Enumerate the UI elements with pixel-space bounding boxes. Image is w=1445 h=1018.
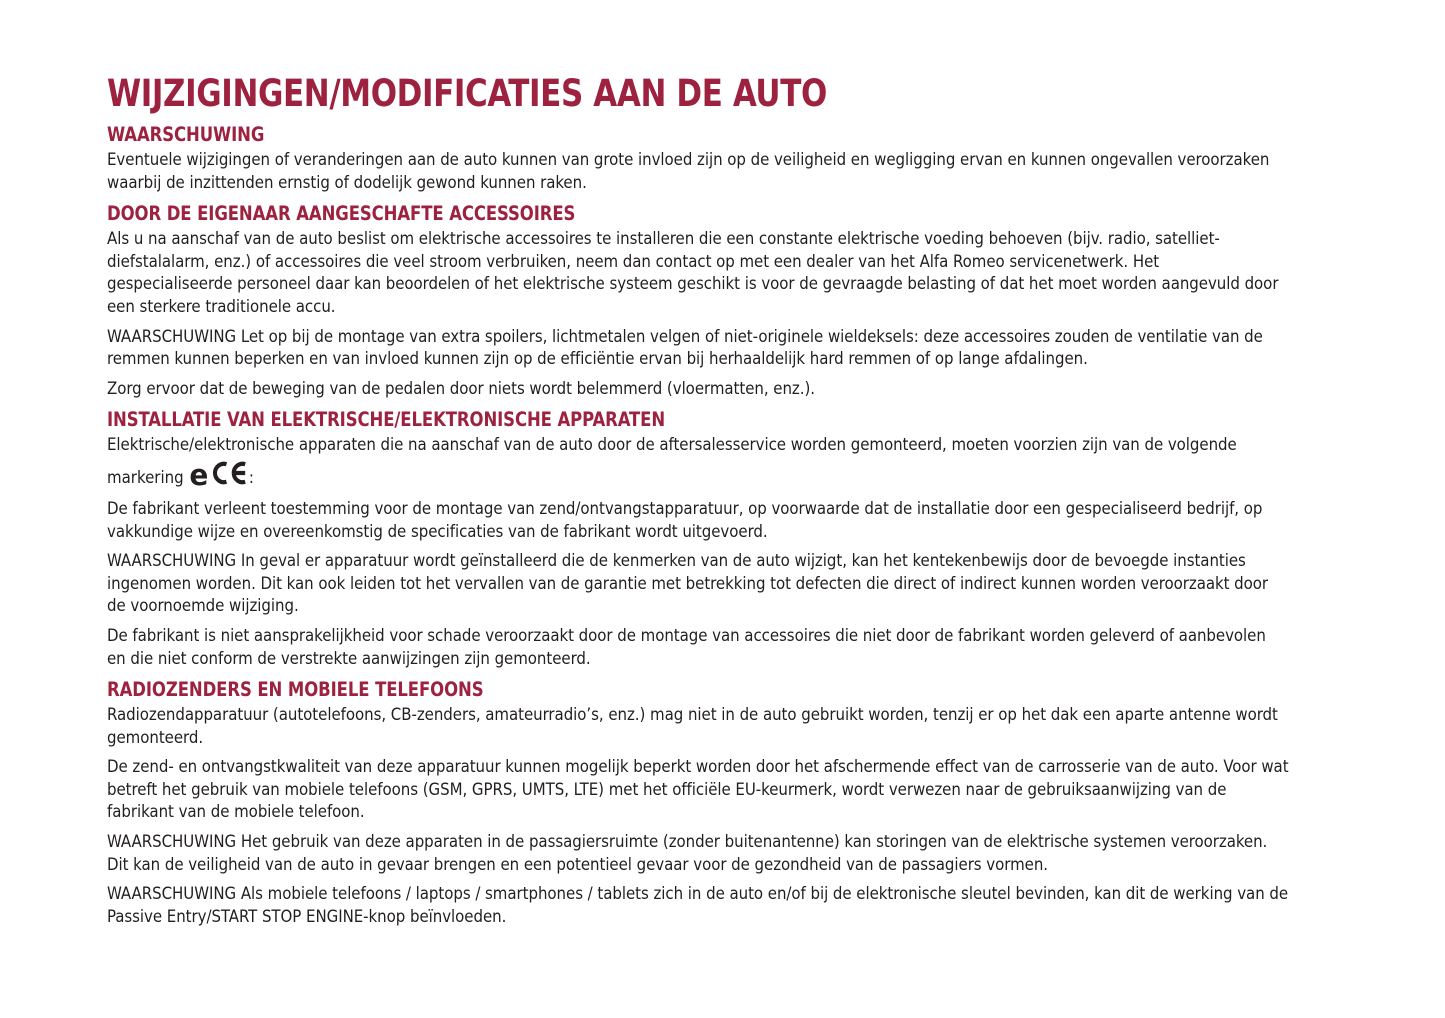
marking-colon: : [248, 467, 254, 488]
section-heading-installatie: INSTALLATIE VAN ELEKTRISCHE/ELEKTRONISCHE APPARATEN [107, 408, 666, 432]
paragraph-radio-1: Radiozendapparatuur (autotelefoons, CB-zenders, amateurradio’s, enz.) mag niet in de auto gebruikt worden, tenzij er op het dak een aparte antenne wordt gemonteerd. [107, 705, 1278, 748]
paragraph-installatie-3: WAARSCHUWING In geval er apparatuur wordt geïnstalleerd die de kenmerken van de auto wijzigt, kan het kentekenbewijs door de bevoegde instanties ingenomen worden. Dit kan ook leiden tot het vervallen van de garantie met betrekking tot defecten die direct of indirect kunnen worden veroorzaakt door de voornoemde wijziging. [107, 551, 1269, 617]
paragraph-installatie-4: De fabrikant is niet aansprakelijkheid voor schade veroorzaakt door de montage van accessoires die niet door de fabrikant worden geleverd of aanbevolen en die niet conform de verstrekte aanwijzingen zijn gemonteerd. [107, 625, 1266, 669]
section-heading-waarschuwing: WAARSCHUWING [107, 123, 265, 146]
paragraph-radio-4: WAARSCHUWING Als mobiele telefoons / laptops / smartphones / tablets zich in de auto en/of bij de elektronische sleutel bevinden, kan dit de werking van de Passive Entry/START STOP ENGINE-knop beïnvloeden. [107, 884, 1289, 927]
page-title: WIJZIGINGEN/MODIFICATIES AAN DE AUTO [107, 72, 827, 115]
marking-row [107, 457, 1289, 491]
paragraph-accessoires-3: Zorg ervoor dat de beweging van de pedalen door niets wordt belemmerd (vloermatten, enz.). [107, 378, 815, 399]
section-heading-accessoires: DOOR DE EIGENAAR AANGESCHAFTE ACCESSOIRES [107, 202, 576, 226]
section-heading-radiozenders: RADIOZENDERS EN MOBIELE TELEFOONS [107, 678, 484, 702]
e-mark-icon: e [189, 457, 209, 492]
paragraph-warning-intro: Eventuele wijzigingen of veranderingen aan de auto kunnen van grote invloed zijn op de veiligheid en wegligging ervan en kunnen ongevallen veroorzaken waarbij de inzittenden ernstig of dodelijk gewond kunnen raken. [107, 150, 1270, 193]
paragraph-accessoires-2: WAARSCHUWING Let op bij de montage van extra spoilers, lichtmetalen velgen of niet-originele wieldeksels: deze accessoires zouden de ventilatie van de remmen kunnen beperken en van invloed kunnen zijn op de efficiëntie ervan bij herhaaldelijk hard remmen of op lange afdalingen. [107, 326, 1263, 370]
paragraph-installatie-1: Elektrische/elektronische apparaten die na aanschaf van de auto door de aftersalesservice worden gemonteerd, moeten voorzien zijn van de volgende [107, 435, 1237, 456]
paragraph-radio-2: De zend- en ontvangstkwaliteit van deze apparatuur kunnen mogelijk beperkt worden door het afschermende effect van de carrosserie van de auto. Voor wat betreft het gebruik van mobiele telefoons (GSM, GPRS, UMTS, LTE) met het officiële EU-keurmerk, wordt verwezen naar de gebruiksaanwijzing van de fabrikant van de mobiele telefoon. [107, 757, 1289, 823]
ce-mark-icon [210, 460, 249, 486]
paragraph-installatie-2: De fabrikant verleent toestemming voor de montage van zend/ontvangstapparatuur, op voorwaarde dat de installatie door een gespecialiseerd bedrijf, op vakkundige wijze en overeenkomstig de specificaties van de fabrikant wordt uitgevoerd. [107, 498, 1263, 542]
paragraph-accessoires-1: Als u na aanschaf van de auto beslist om elektrische accessoires te installeren die een constante elektrische voeding behoeven (bijv. radio, satelliet-diefstalalarm, enz.) of accessoires die veel stroom verbruiken, neem dan contact op met een dealer van het Alfa Romeo servicenetwerk. Het gespecialiseerde personeel daar kan beoordelen of het elektrische systeem geschikt is voor de gevraagde belasting of dat het moet worden aangevuld door een sterkere traditionele accu. [107, 229, 1279, 317]
marking-label: markering [107, 467, 189, 488]
paragraph-radio-3: WAARSCHUWING Het gebruik van deze apparaten in de passagiersruimte (zonder buitenantenne) kan storingen van de elektrische systemen veroorzaken. Dit kan de veiligheid van de auto in gevaar brengen en een potentieel gevaar voor de gezondheid van de passagiers vormen. [107, 832, 1268, 875]
